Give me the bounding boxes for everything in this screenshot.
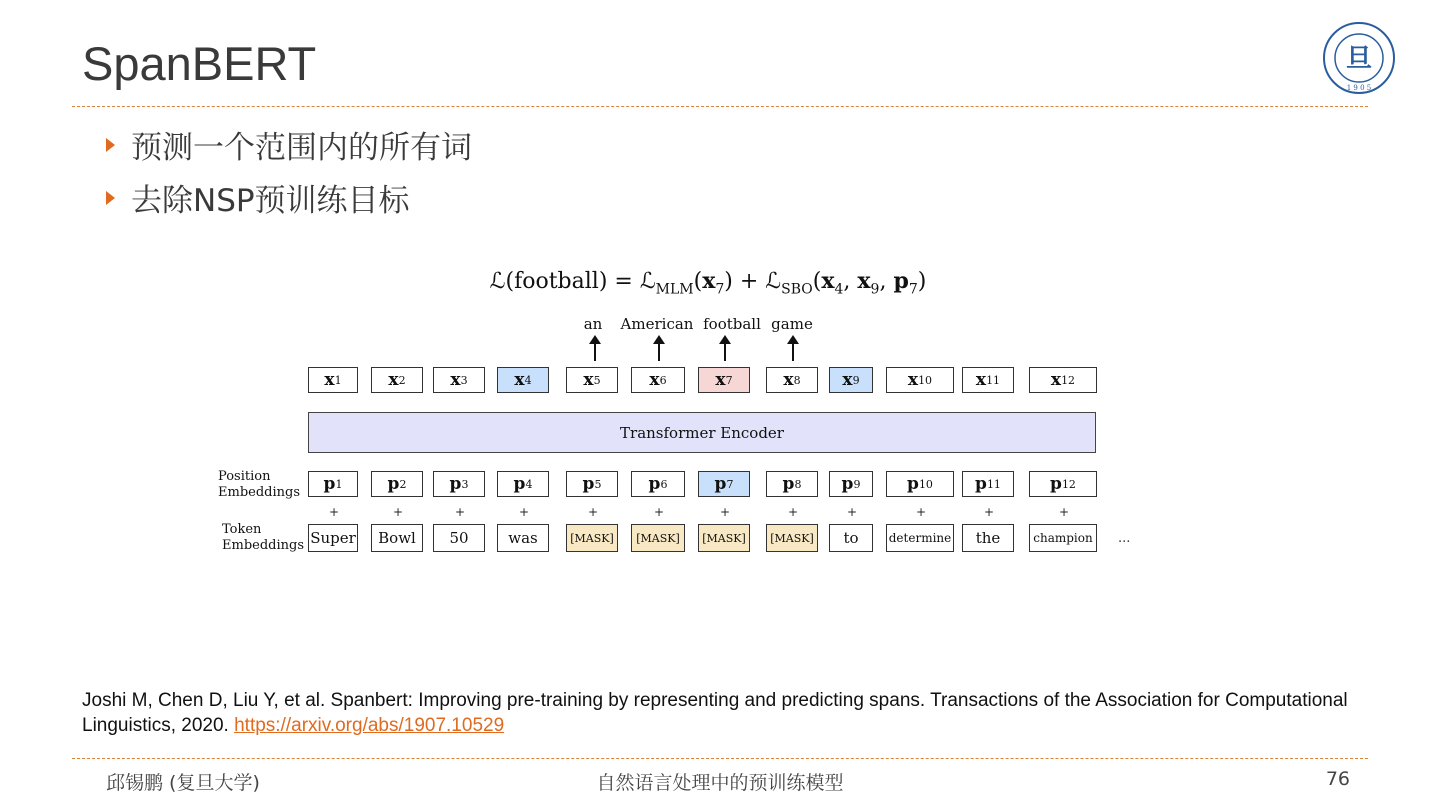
position-embedding-box: p 3	[433, 471, 485, 497]
x-token-box: x 11	[962, 367, 1014, 393]
plus-sign: +	[654, 505, 665, 519]
position-embedding-box: p 7	[698, 471, 750, 497]
token-embeddings-label: Token Embeddings	[222, 522, 304, 553]
token-embedding-box: to	[829, 524, 873, 552]
position-embedding-box: p 9	[829, 471, 873, 497]
plus-sign: +	[1059, 505, 1070, 519]
token-embedding-box: Super	[308, 524, 358, 552]
token-embedding-box: [MASK]	[766, 524, 818, 552]
plus-sign: +	[984, 505, 995, 519]
x-token-box: x 8	[766, 367, 818, 393]
position-embedding-box: p 2	[371, 471, 423, 497]
output-word: American	[620, 315, 694, 333]
x-token-box: x 12	[1029, 367, 1097, 393]
up-arrow-icon	[594, 337, 596, 361]
plus-sign: +	[329, 505, 340, 519]
citation: Joshi M, Chen D, Liu Y, et al. Spanbert: Improving pre-training by representing and predicting spans. Transactions of the Association for Computational Linguistics, 2020. https://arxiv.org/abs/1907.10529	[82, 690, 1348, 736]
bullet-item: 预测一个范围内的所有词	[106, 122, 472, 167]
x-token-box: x 4	[497, 367, 549, 393]
plus-sign: +	[519, 505, 530, 519]
position-embedding-box: p 11	[962, 471, 1014, 497]
footer-author: 邱锡鹏 (复旦大学)	[106, 772, 260, 794]
token-embedding-box: 50	[433, 524, 485, 552]
position-embedding-box: p 5	[566, 471, 618, 497]
up-arrow-icon	[792, 337, 794, 361]
x-token-box: x 2	[371, 367, 423, 393]
token-embedding-box: determine	[886, 524, 954, 552]
token-embedding-box: Bowl	[371, 524, 423, 552]
bullet-item: 去除NSP预训练目标	[106, 175, 410, 220]
paper-link[interactable]: https://arxiv.org/abs/1907.10529	[234, 715, 505, 736]
plus-sign: +	[720, 505, 731, 519]
slide-title: SpanBERT	[82, 37, 317, 90]
up-arrow-icon	[658, 337, 660, 361]
university-logo	[1321, 20, 1397, 96]
output-word: game	[771, 315, 813, 333]
token-embedding-box: [MASK]	[566, 524, 618, 552]
plus-sign: +	[588, 505, 599, 519]
token-embedding-box: [MASK]	[698, 524, 750, 552]
footer-course: 自然语言处理中的预训练模型	[596, 772, 844, 794]
page-number: 76	[1325, 768, 1350, 790]
position-embedding-box: p 10	[886, 471, 954, 497]
plus-sign: +	[788, 505, 799, 519]
plus-sign: +	[455, 505, 466, 519]
position-embeddings-label: Position Embeddings	[218, 469, 300, 500]
x-token-box: x 5	[566, 367, 618, 393]
up-arrow-icon	[724, 337, 726, 361]
loss-formula: ℒ(football) = $ℒ_{MLM}(x_7)$ + $ℒ_{SBO}(x_4$, $x_9$, $p_7$)	[489, 268, 927, 298]
position-embedding-box: p 1	[308, 471, 358, 497]
plus-sign: +	[847, 505, 858, 519]
svg-text:旦: 旦	[1345, 44, 1373, 74]
output-word: an	[583, 315, 603, 333]
position-embedding-box: p 8	[766, 471, 818, 497]
position-embedding-box: p 4	[497, 471, 549, 497]
token-embedding-box: the	[962, 524, 1014, 552]
svg-text:1 9 0 5: 1 9 0 5	[1346, 84, 1372, 92]
transformer-encoder: Transformer Encoder	[308, 412, 1096, 453]
bullet-triangle-icon	[106, 191, 115, 205]
ellipsis: ...	[1118, 531, 1131, 546]
position-embedding-box: p 12	[1029, 471, 1097, 497]
x-token-box: x 1	[308, 367, 358, 393]
plus-sign: +	[916, 505, 927, 519]
x-token-box: x 10	[886, 367, 954, 393]
footer-divider	[72, 758, 1368, 759]
x-token-box: x 6	[631, 367, 685, 393]
token-embedding-box: [MASK]	[631, 524, 685, 552]
position-embedding-box: p 6	[631, 471, 685, 497]
header-divider	[72, 106, 1368, 107]
bullet-triangle-icon	[106, 138, 115, 152]
token-embedding-box: was	[497, 524, 549, 552]
output-word: football	[703, 315, 761, 333]
x-token-box: x 3	[433, 367, 485, 393]
plus-sign: +	[393, 505, 404, 519]
x-token-box: x 7	[698, 367, 750, 393]
x-token-box: x 9	[829, 367, 873, 393]
token-embedding-box: champion	[1029, 524, 1097, 552]
